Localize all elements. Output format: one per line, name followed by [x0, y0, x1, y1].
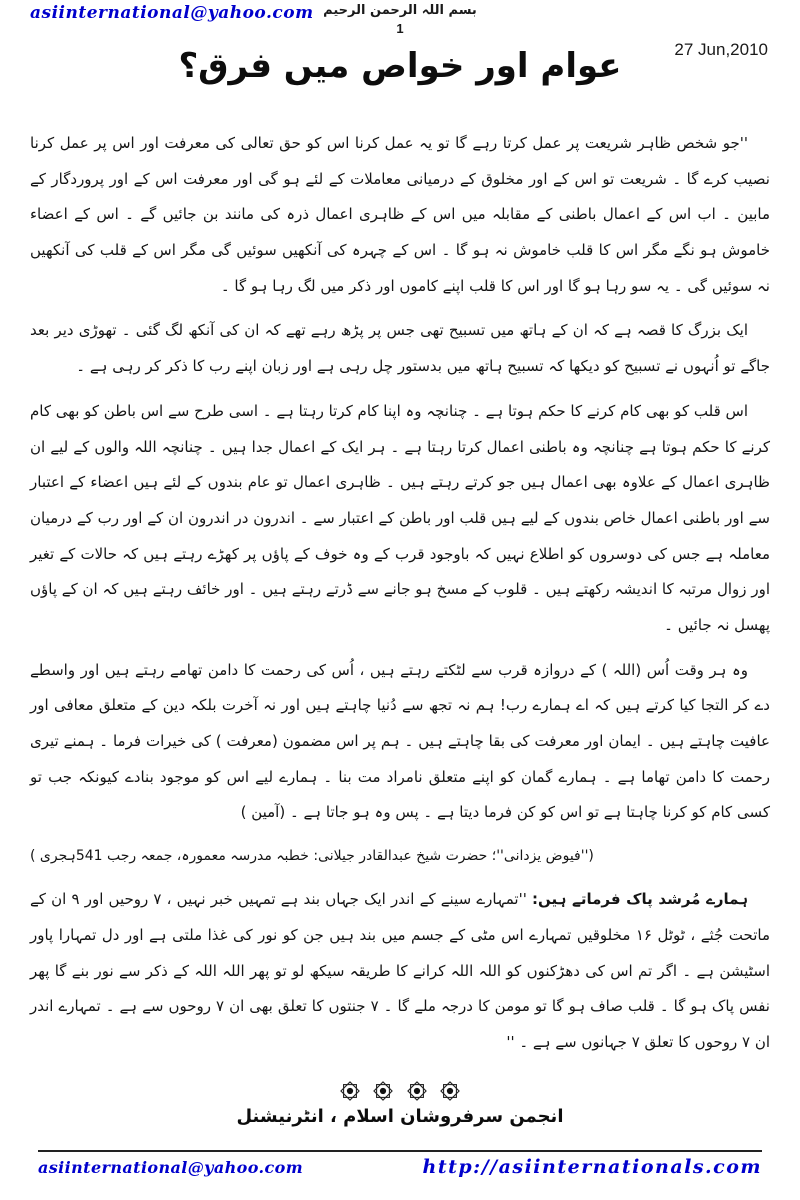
ornament-row	[0, 1080, 800, 1102]
source-attribution: (''فیوض یزدانی''؛ حضرت شیخ عبدالقادر جیلانی: خطبہ مدرسہ معمورہ، جمعہ رجب 541ہجری )	[30, 848, 594, 865]
document-date: 27 Jun,2010	[674, 40, 768, 59]
paragraph-1: ''جو شخص ظاہر شریعت پر عمل کرتا رہے گا تو یہ عمل کرنا اس کو حق تعالی کی معرفت اور اس پر عمل کرنا نصیب کرے گا ۔ شریعت تو اس کے اور مخلوق کے درمیانی معاملات کے لئے ہو گی اور معرفت اس کے اور پروردگار کے مابین ۔ اب اس کے اعمال باطنی کے مقابلہ میں اس کے ظاہری اعمال ذرہ کی مانند بن جائیں گے ۔ اس کے اعضاء خاموش ہو نگے مگر اس کا قلب خاموش نہ ہو گا ۔ اس کے چہرہ کی آنکھیں سوئیں گی مگر اس کے قلب کی آنکھیں نہ سوئیں گی ۔ یہ سو رہا ہو گا اور اس کا قلب اپنے کاموں اور ذکر میں لگ رہا ہو گا ۔	[30, 134, 770, 295]
flower-ornament-icon	[339, 1080, 361, 1102]
footer-divider	[38, 1150, 762, 1152]
flower-ornament-icon	[406, 1080, 428, 1102]
paragraph-2: ایک بزرگ کا قصہ ہے کہ ان کے ہاتھ میں تسبیح تھی جس پر پڑھ رہے تھے کہ ان کی آنکھ لگ گئی ۔ تھوڑی دیر بعد جاگے تو اُنہوں نے تسبیح کو دیکھا کہ تسبیح ہاتھ میں بدستور چل رہی ہے اور زبان اپنے رب کا ذکر کر رہی ہے ۔	[30, 321, 770, 376]
page-number: 1	[396, 21, 404, 36]
paragraph-3: اس قلب کو بھی کام کرنے کا حکم ہوتا ہے ۔ چنانچہ وہ اپنا کام کرتا رہتا ہے ۔ اسی طرح سے اس باطن کو بھی کام کرنے کا حکم ہوتا ہے چنانچہ وہ باطنی اعمال کرتا رہتا ہے ۔ ہر ایک کے اعمال جدا ہیں ۔ چنانچہ اللہ والوں کے لیے ان ظاہری اعمال کے علاوہ بھی اعمال ہیں جو کرتے رہتے ہیں ۔ ظاہری اعمال تو عام بندوں کے لئے ہیں اعضاء کے اعتبار سے اور باطنی اعمال خاص بندوں کے لیے ہیں قلب اور باطن کے اعتبار سے ۔ اندرون در اندرون ان کے اور رب کے درمیان معاملہ ہے جس کی دوسروں کو اطلاع نہیں کہ باوجود قرب کے وہ خوف کے پاؤں پر کھڑے رہتے ہیں کہ حالات کے تغیر اور زوال مرتبہ کا اندیشہ رکھتے ہیں ۔ قلوب کے مسخ ہو جانے سے ڈرتے رہتے ہیں ۔ اور خائف رہتے ہیں کہ ان کے پاؤں پھسل نہ جائیں ۔	[30, 401, 771, 634]
organization-name: انجمن سرفروشان اسلام ، انٹرنیشنل	[236, 1106, 564, 1127]
footer-links	[38, 1156, 762, 1178]
footer-email-link[interactable]: asiinternational@yahoo.com	[38, 1158, 304, 1177]
document-body	[30, 126, 770, 1070]
header-email-link[interactable]: asiinternational@yahoo.com	[30, 3, 314, 23]
flower-ornament-icon	[439, 1080, 461, 1102]
quote-body-text: ''تمہارے سینے کے اندر ایک جہاں بند ہے تمہیں خبر نہیں ، ۷ روحیں اور ۹ ان کے ماتحت جُثے ، ٹوٹل ۱۶ مخلوقیں تمہارے اس مٹی کے جسم میں بند ہیں جن کو نور کی غذا ملتی ہے اور دل تمہارا پاور اسٹیشن ہے ۔ اگر تم اس کی دھڑکنوں کو اللہ اللہ کرانے کا طریقہ سیکھ لو تو پھر اللہ اللہ کے ذکر سے نور بنے گا پھر نفس پاک ہو گا ۔ قلب صاف ہو گا تو مومن کا درجہ ملے گا ۔ ۷ جنتوں کا تعلق بھی ان ۷ روحوں سے ہے ۔ تمہارے اندر ان ۷ روحوں کا تعلق ۷ جہانوں سے ہے ۔ ''	[30, 890, 771, 1052]
murshid-quote-paragraph	[30, 882, 770, 1060]
footer-website-link[interactable]: http://asiinternationals.com	[422, 1156, 762, 1178]
bismillah-text: بسم اللہ الرحمن الرحیم	[323, 3, 477, 18]
document-title: عوام اور خواص میں فرق؟	[178, 46, 622, 86]
paragraph-4: وہ ہر وقت اُس (اللہ ) کے دروازہ قرب سے لٹکتے رہتے ہیں ، اُس کی رحمت کا دامن تھامے رہتے ہیں اور واسطے دے کر التجا کیا کرتے ہیں کہ اے ہمارے رب! ہم نہ تجھ سے دُنیا چاہتے ہیں اور نہ آخرت بلکہ دین کے متعلق معافی اور عافیت چاہتے ہیں ۔ ایمان اور معرفت کی بقا چاہتے ہیں ۔ ہم پر اس مضمون (معرفت ) کی خیرات فرما ۔ ہمنے تیری رحمت کا دامن تھاما ہے ۔ ہمارے گمان کو اپنے متعلق نامراد مت بنا ۔ ہمارے لیے اس کو موجود بنادے کیونکہ جب تو کسی کام کو کرنا چاہتا ہے تو اس کو کن فرما دیتا ہے ۔ پس وہ ہو جاتا ہے ۔ (آمین )	[30, 660, 770, 822]
flower-ornament-icon	[372, 1080, 394, 1102]
quote-lead-text: ہمارے مُرشد پاک فرماتے ہیں:	[532, 890, 748, 909]
